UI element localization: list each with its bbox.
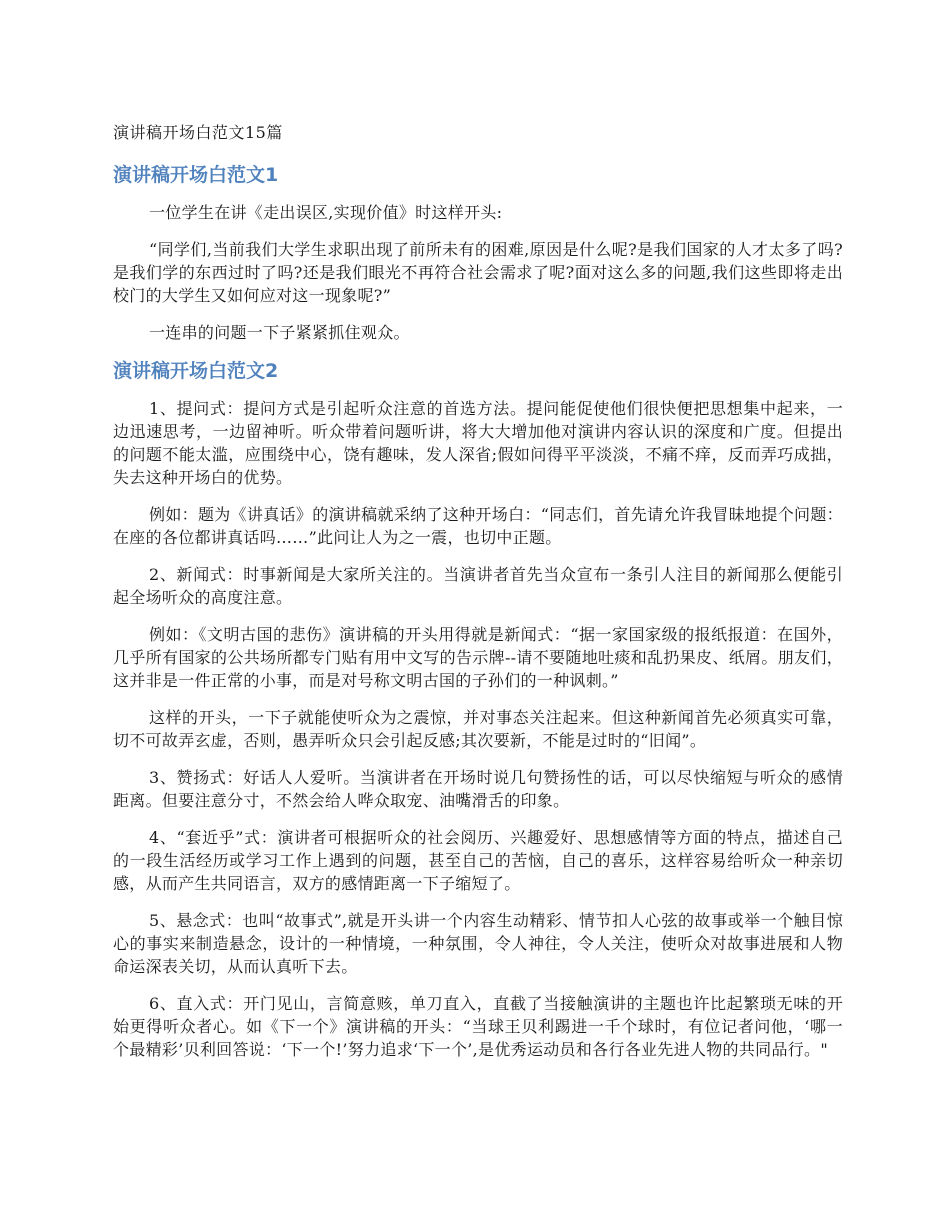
paragraph: 一连串的问题一下子紧紧抓住观众。 <box>149 323 410 342</box>
paragraph: 5、悬念式：也叫“故事式”,就是开头讲一个内容生动精彩、情节扣人心弦的故事或举一个触目惊心的事实来制造悬念，设计的一种情境，一种氛围，令人神往，令人关注，使听众对故事进展和人物命运深表关切，从而认真听下去。 <box>113 911 843 976</box>
paragraph: 一位学生在讲《走出误区,实现价值》时这样开头: <box>149 203 503 222</box>
section-heading: 演讲稿开场白范文2 <box>113 360 279 382</box>
paragraph: 1、提问式：提问方式是引起听众注意的首选方法。提问能促使他们很快便把思想集中起来，一边迅速思考，一边留神听。听众带着问题听讲，将大大增加他对演讲内容认识的深度和广度。但提出的问题不能太滥，应围绕中心，饶有趣味，发人深省;假如问得平平淡淡，不痛不痒，反而弄巧成拙，失去这种开场白的优势。 <box>113 399 843 487</box>
paragraph: 这样的开头，一下子就能使听众为之震惊，并对事态关注起来。但这种新闻首先必须真实可靠，切不可故弄玄虚，否则，愚弄听众只会引起反感;其次要新，不能是过时的“旧闻”。 <box>113 708 843 750</box>
paragraph: 6、直入式：开门见山，言简意赅，单刀直入，直截了当接触演讲的主题也许比起繁琐无味的开始更得听众者心。如《下一个》演讲稿的开头：“当球王贝利踢进一千个球时，有位记者问他，‘哪一个最精彩’贝利回答说：‘下一个!’努力追求‘下一个’,是优秀运动员和各行各业先进人物的共同品行。" <box>113 994 843 1059</box>
section-2 <box>113 358 843 1061</box>
paragraph: “同学们,当前我们大学生求职出现了前所未有的困难,原因是什么呢?是我们国家的人才太多了吗?是我们学的东西过时了吗?还是我们眼光不再符合社会需求了呢?面对这么多的问题,我们这些即将走出校门的大学生又如何应对这一现象呢?” <box>113 240 843 305</box>
document-page <box>113 122 843 1075</box>
paragraph: 4、“套近乎”式：演讲者可根据听众的社会阅历、兴趣爱好、思想感情等方面的特点，描述自己的一段生活经历或学习工作上遇到的问题，甚至自己的苦恼，自己的喜乐，这样容易给听众一种亲切感，从而产生共同语言，双方的感情距离一下子缩短了。 <box>113 828 843 893</box>
section-heading: 演讲稿开场白范文1 <box>113 164 279 186</box>
paragraph: 例如：题为《讲真话》的演讲稿就采纳了这种开场白：“同志们，首先请允许我冒昧地提个问题：在座的各位都讲真话吗……”此问让人为之一震，也切中正题。 <box>113 505 843 547</box>
section-1 <box>113 162 843 344</box>
document-title: 演讲稿开场白范文15篇 <box>113 123 283 142</box>
paragraph: 3、赞扬式：好话人人爱听。当演讲者在开场时说几句赞扬性的话，可以尽快缩短与听众的感情距离。但要注意分寸，不然会给人哗众取宠、油嘴滑舌的印象。 <box>113 768 843 810</box>
paragraph: 例如：《文明古国的悲伤》演讲稿的开头用得就是新闻式：“据一家国家级的报纸报道：在国外，几乎所有国家的公共场所都专门贴有用中文写的告示牌--请不要随地吐痰和乱扔果皮、纸屑。朋友们，这并非是一件正常的小事，而是对号称文明古国的子孙们的一种讽刺。” <box>113 625 843 690</box>
paragraph: 2、新闻式：时事新闻是大家所关注的。当演讲者首先当众宣布一条引人注目的新闻那么便能引起全场听众的高度注意。 <box>113 565 843 607</box>
